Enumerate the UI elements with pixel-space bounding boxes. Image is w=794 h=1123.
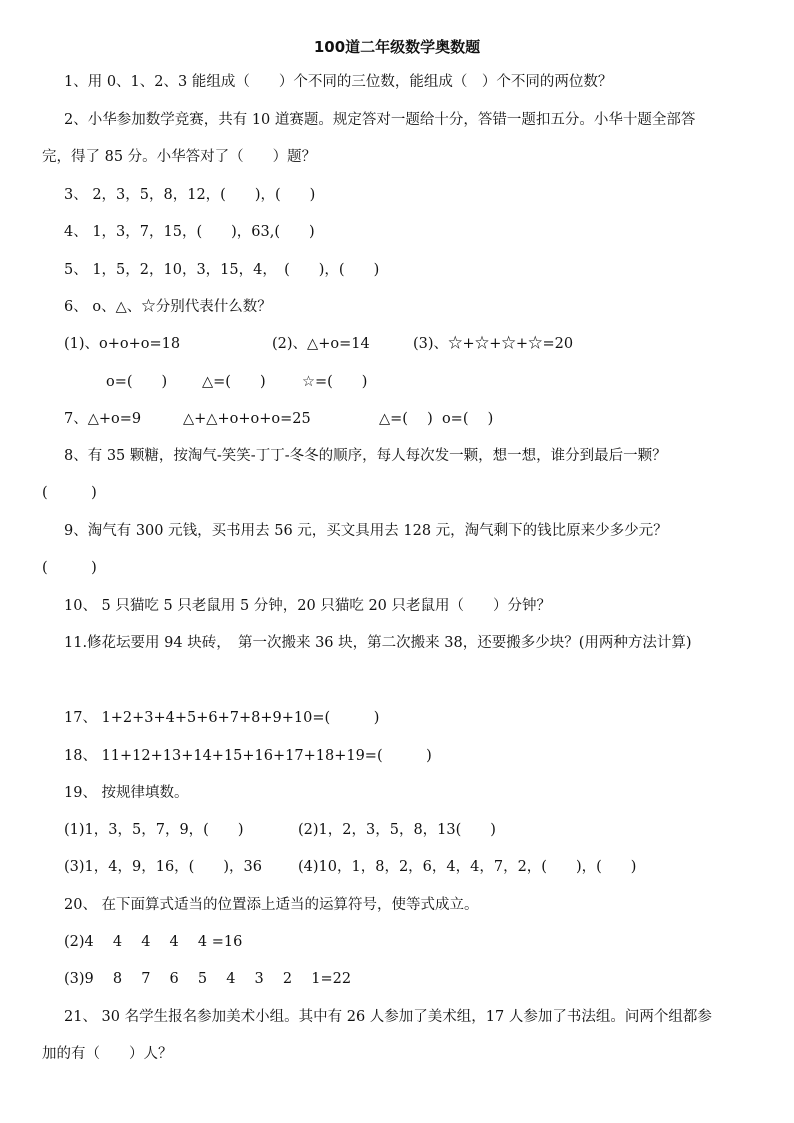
question-8: 8、有 35 颗糖，按淘气-笑笑-丁丁-冬冬的顺序，每人每次发一颗，想一想，谁分到最后一颗？ xyxy=(64,448,667,464)
question-18: 18、 11+12+13+14+15+16+17+18+19=( ) xyxy=(64,748,432,764)
question-7-eq-2: △+△+o+o+o=25 xyxy=(183,411,311,427)
question-9-answer: ( ) xyxy=(42,560,97,576)
question-6-sub-2: (2)、△+o=14 xyxy=(272,336,370,352)
question-19-sub-4: (4)10，1，8，2，6，4，4，7，2，( )，( ) xyxy=(298,859,637,875)
question-19-sub-2: (2)1，2，3，5，8，13( ) xyxy=(298,822,496,838)
question-2-line-2: 完，得了 85 分。小华答对了（ ）题？ xyxy=(42,149,317,165)
question-21-line-1: 21、 30 名学生报名参加美术小组。其中有 26 人参加了美术组，17 人参加了书法组。问两个组都参 xyxy=(64,1009,712,1025)
question-21-line-2: 加的有（ ）人？ xyxy=(42,1046,173,1062)
question-6-answer-star: ☆=( ) xyxy=(302,374,368,390)
question-17: 17、 1+2+3+4+5+6+7+8+9+10=( ) xyxy=(64,710,380,726)
question-3: 3、 2，3，5，8，12，( )，( ) xyxy=(64,187,316,203)
question-7-eq-1: 7、△+o=9 xyxy=(64,411,142,427)
question-20-sub-3: (3)9 8 7 6 5 4 3 2 1=22 xyxy=(64,971,352,987)
question-20-sub-2: (2)4 4 4 4 4 =16 xyxy=(64,934,243,950)
question-5: 5、 1，5，2，10，3，15，4， ( )，( ) xyxy=(64,262,380,278)
page-title: 100道二年级数学奥数题 xyxy=(313,38,481,56)
question-4: 4、 1，3，7，15，( )，63,( ) xyxy=(64,224,315,240)
question-19-sub-1: (1)1，3，5，7，9，( ) xyxy=(64,822,244,838)
question-9: 9、淘气有 300 元钱，买书用去 56 元，买文具用去 128 元，淘气剩下的钱比原来少多少元？ xyxy=(64,523,668,539)
question-6: 6、 o、△、☆分别代表什么数？ xyxy=(64,299,272,315)
question-19-sub-3: (3)1，4，9，16，( )，36 xyxy=(64,859,262,875)
question-8-answer: ( ) xyxy=(42,485,97,501)
question-10: 10、 5 只猫吃 5 只老鼠用 5 分钟，20 只猫吃 20 只老鼠用（ ）分钟？ xyxy=(64,598,552,614)
question-6-answer-circle: o=( ) xyxy=(106,374,168,390)
question-1: 1、用 0、1、2、3 能组成（ ）个不同的三位数，能组成（ ）个不同的两位数？ xyxy=(64,74,613,90)
question-6-sub-3: (3)、☆+☆+☆+☆=20 xyxy=(413,336,574,352)
question-6-answer-triangle: △=( ) xyxy=(202,374,266,390)
question-19: 19、 按规律填数。 xyxy=(64,785,189,801)
question-7-answers: △=( ) o=( ) xyxy=(379,411,494,427)
question-6-sub-1: (1)、o+o+o=18 xyxy=(64,336,181,352)
question-11: 11.修花坛要用 94 块砖， 第一次搬来 36 块，第二次搬来 38，还要搬多少块？(用两种方法计算) xyxy=(64,635,692,651)
question-2-line-1: 2、小华参加数学竞赛，共有 10 道赛题。规定答对一题给十分，答错一题扣五分。小华十题全部答 xyxy=(64,112,696,128)
question-20: 20、 在下面算式适当的位置添上适当的运算符号，使等式成立。 xyxy=(64,897,479,913)
